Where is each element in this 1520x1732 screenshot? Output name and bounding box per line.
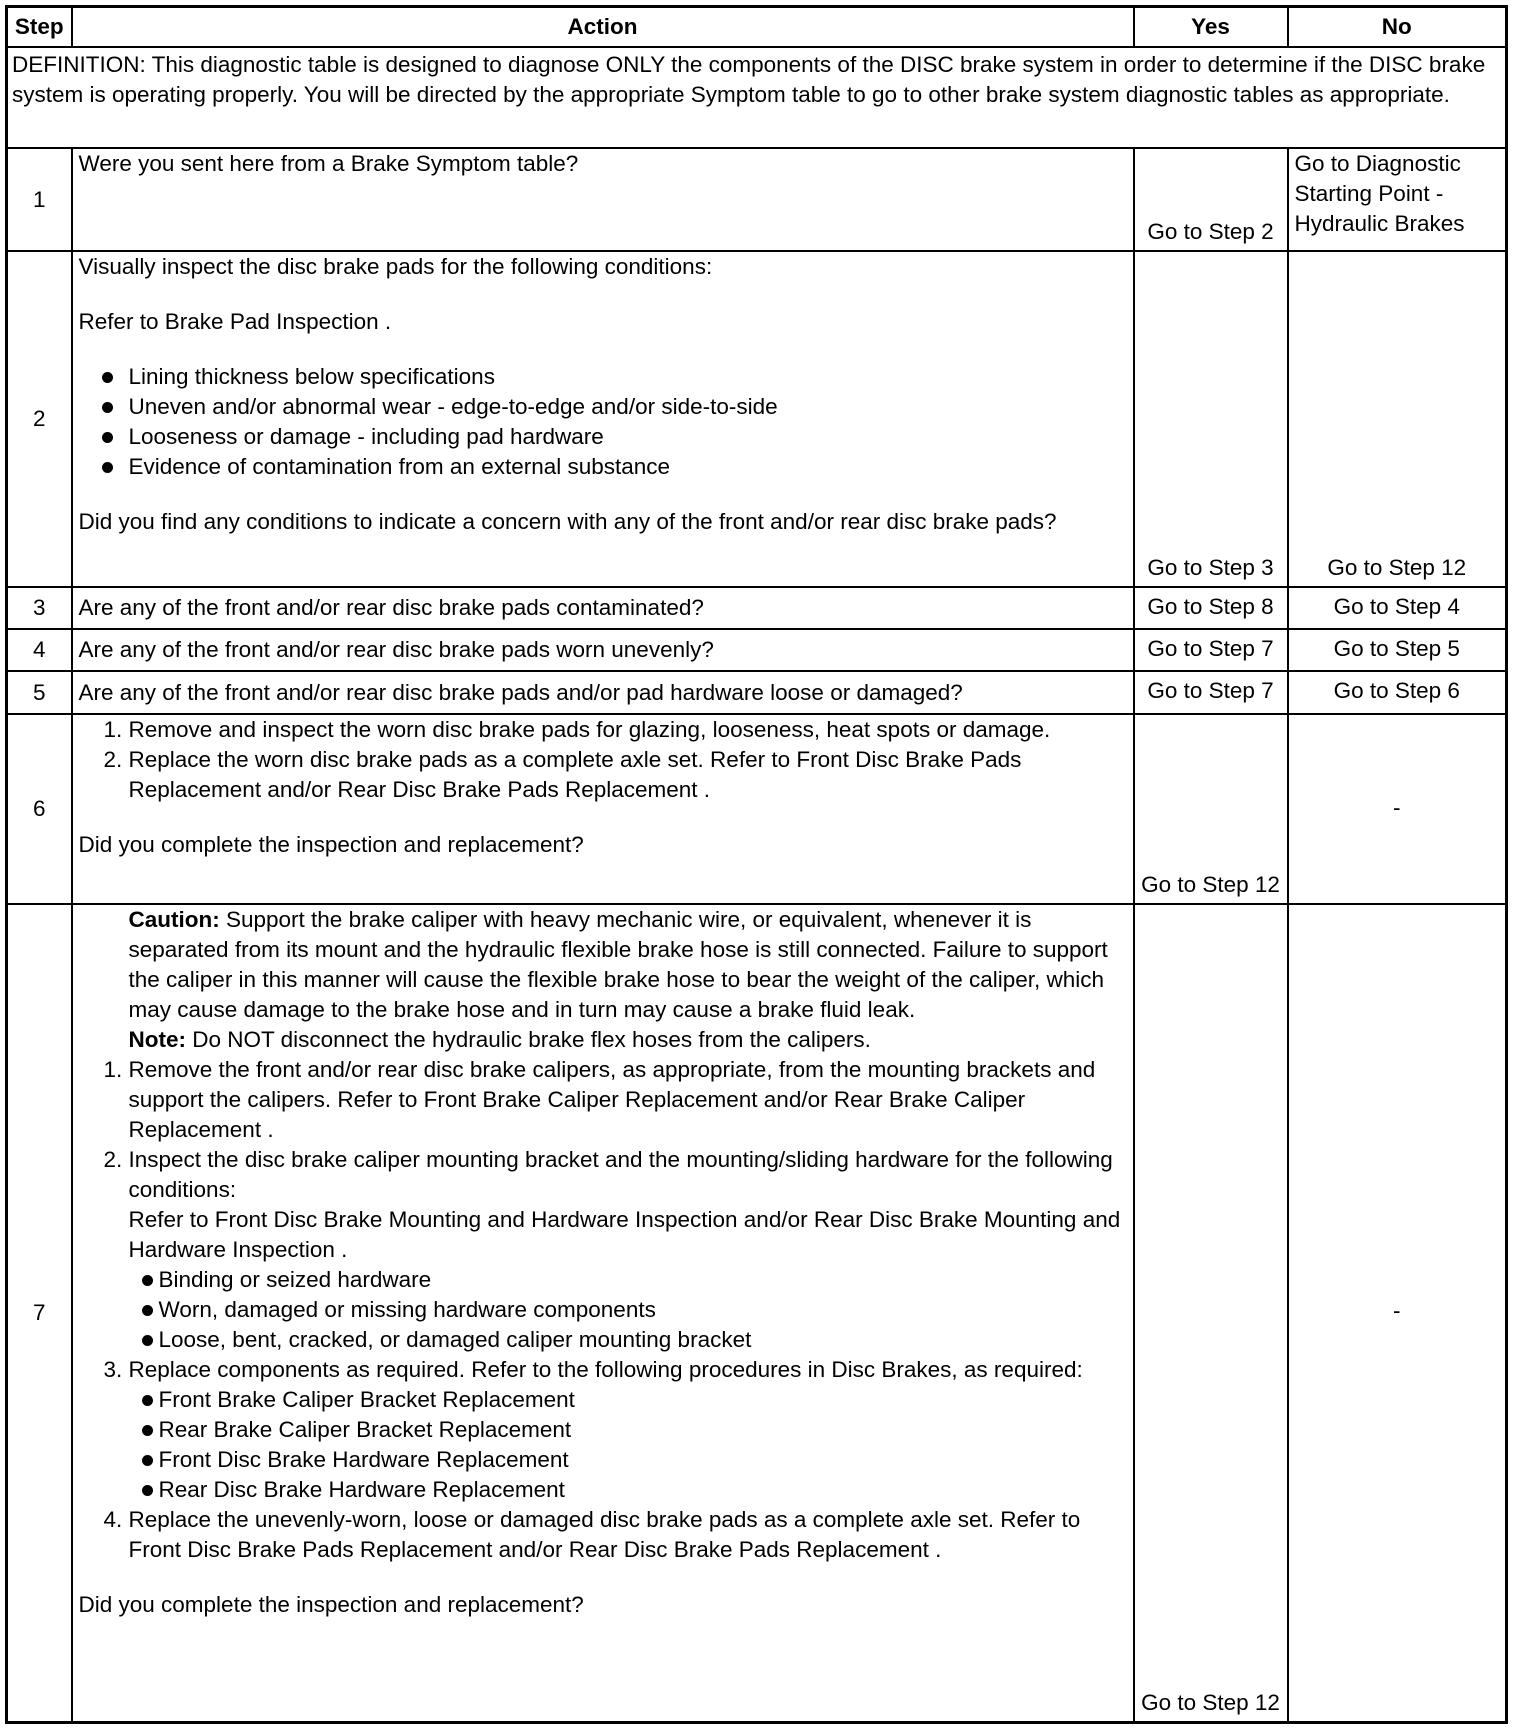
table-row — [7, 714, 1507, 904]
step-number: 1 — [7, 148, 72, 251]
list-item: Loose, bent, cracked, or damaged caliper mounting bracket — [159, 1325, 1127, 1355]
list-item: 4. Replace the unevenly-worn, loose or damaged disc brake pads as a complete axle set. Refer to Front Disc Brake Pads Replacement and/or Rear Disc Brake Pads Replacement . — [129, 1505, 1127, 1565]
list-item: Rear Disc Brake Hardware Replacement — [159, 1475, 1127, 1505]
no-cell: Go to Step 6 — [1288, 671, 1507, 714]
no-cell: Go to Diagnostic Starting Point - Hydraulic Brakes — [1288, 148, 1507, 251]
definition-text: DEFINITION: This diagnostic table is designed to diagnose ONLY the components of the DISC brake system in order to determine if the DISC brake system is operating properly. You will be directed by the appropriate Symptom table to go to other brake system diagnostic tables as appropriate. — [7, 47, 1507, 148]
list-item: Looseness or damage - including pad hardware — [119, 422, 1127, 452]
note-label: Note: — [128, 1027, 186, 1052]
list-item: Lining thickness below specifications — [119, 362, 1127, 392]
no-cell: Go to Step 4 — [1288, 587, 1507, 629]
caution-label: Caution: — [128, 907, 220, 932]
list-item: 1. Remove and inspect the worn disc brake pads for glazing, looseness, heat spots or damage. — [129, 715, 1127, 745]
yes-cell: Go to Step 7 — [1134, 629, 1288, 671]
table-row — [7, 629, 1507, 671]
list-item: Binding or seized hardware — [159, 1265, 1127, 1295]
list-item: Front Brake Caliper Bracket Replacement — [159, 1385, 1127, 1415]
yes-cell: Go to Step 7 — [1134, 671, 1288, 714]
note-text — [79, 1025, 1127, 1055]
action-text: Are any of the front and/or rear disc brake pads worn unevenly? — [72, 629, 1134, 671]
note-body: Do NOT disconnect the hydraulic brake flex hoses from the calipers. — [186, 1027, 871, 1052]
action-question: Did you complete the inspection and replacement? — [78, 1592, 584, 1617]
step-number: 7 — [7, 904, 72, 1722]
item-text: Replace components as required. Refer to the following procedures in Disc Brakes, as required: — [128, 1357, 1083, 1382]
table-row — [7, 587, 1507, 629]
item-ref: Refer to Front Disc Brake Mounting and Hardware Inspection and/or Rear Disc Brake Mounting and Hardware Inspection . — [128, 1207, 1121, 1262]
action-cell — [72, 904, 1134, 1722]
procedure-list — [79, 715, 1127, 805]
table-row — [7, 671, 1507, 714]
no-cell: Go to Step 5 — [1288, 629, 1507, 671]
list-item: Rear Brake Caliper Bracket Replacement — [159, 1415, 1127, 1445]
no-cell: Go to Step 12 — [1288, 251, 1507, 587]
list-item — [129, 1355, 1127, 1505]
action-cell — [72, 251, 1134, 587]
action-question: Did you complete the inspection and replacement? — [78, 832, 584, 857]
table-row — [7, 148, 1507, 251]
procedure-link-list — [129, 1385, 1127, 1505]
header-no: No — [1288, 7, 1507, 48]
list-item: Uneven and/or abnormal wear - edge-to-edge and/or side-to-side — [119, 392, 1127, 422]
header-action: Action — [72, 7, 1134, 48]
list-item: Front Disc Brake Hardware Replacement — [159, 1445, 1127, 1475]
procedure-list — [79, 1055, 1127, 1565]
list-item: 2. Replace the worn disc brake pads as a complete axle set. Refer to Front Disc Brake Pads Replacement and/or Rear Disc Brake Pads Replacement . — [129, 745, 1127, 805]
action-text: Are any of the front and/or rear disc brake pads and/or pad hardware loose or damaged? — [72, 671, 1134, 714]
action-text: Were you sent here from a Brake Symptom table? — [72, 148, 1134, 251]
action-intro: Visually inspect the disc brake pads for the following conditions: — [78, 254, 713, 279]
table-row — [7, 904, 1507, 1722]
step-number: 5 — [7, 671, 72, 714]
no-cell: - — [1288, 904, 1507, 1722]
condition-list — [79, 362, 1127, 482]
step-number: 6 — [7, 714, 72, 904]
yes-cell: Go to Step 2 — [1134, 148, 1288, 251]
list-item: 1. Remove the front and/or rear disc brake calipers, as appropriate, from the mounting brackets and support the calipers. Refer to Front Brake Caliper Replacement and/or Rear Brake Caliper Replacement . — [129, 1055, 1127, 1145]
header-row — [7, 7, 1507, 48]
action-question: Did you find any conditions to indicate a concern with any of the front and/or rear disc brake pads? — [78, 509, 1057, 534]
table-row — [7, 251, 1507, 587]
item-text: Inspect the disc brake caliper mounting bracket and the mounting/sliding hardware for the following conditions: — [128, 1147, 1113, 1202]
condition-list — [129, 1265, 1127, 1355]
header-step: Step — [7, 7, 72, 48]
list-item: Worn, damaged or missing hardware components — [159, 1295, 1127, 1325]
action-text: Are any of the front and/or rear disc brake pads contaminated? — [72, 587, 1134, 629]
yes-cell: Go to Step 3 — [1134, 251, 1288, 587]
caution-body: Support the brake caliper with heavy mechanic wire, or equivalent, whenever it is separated from its mount and the hydraulic flexible brake hose is still connected. Failure to support the caliper in this manner will cause the flexible brake hose to bear the weight of the caliper, which may cause damage to the brake hose and in turn may cause a brake fluid leak. — [128, 907, 1108, 1022]
header-yes: Yes — [1134, 7, 1288, 48]
caution-text — [79, 905, 1127, 1025]
action-ref: Refer to Brake Pad Inspection . — [78, 309, 392, 334]
list-item — [129, 1145, 1127, 1355]
step-number: 3 — [7, 587, 72, 629]
step-number: 2 — [7, 251, 72, 587]
diagnostic-table — [5, 5, 1508, 1724]
yes-cell: Go to Step 12 — [1134, 904, 1288, 1722]
list-item: Evidence of contamination from an external substance — [119, 452, 1127, 482]
step-number: 4 — [7, 629, 72, 671]
yes-cell: Go to Step 8 — [1134, 587, 1288, 629]
action-cell — [72, 714, 1134, 904]
yes-cell: Go to Step 12 — [1134, 714, 1288, 904]
no-cell: - — [1288, 714, 1507, 904]
definition-row — [7, 47, 1507, 148]
